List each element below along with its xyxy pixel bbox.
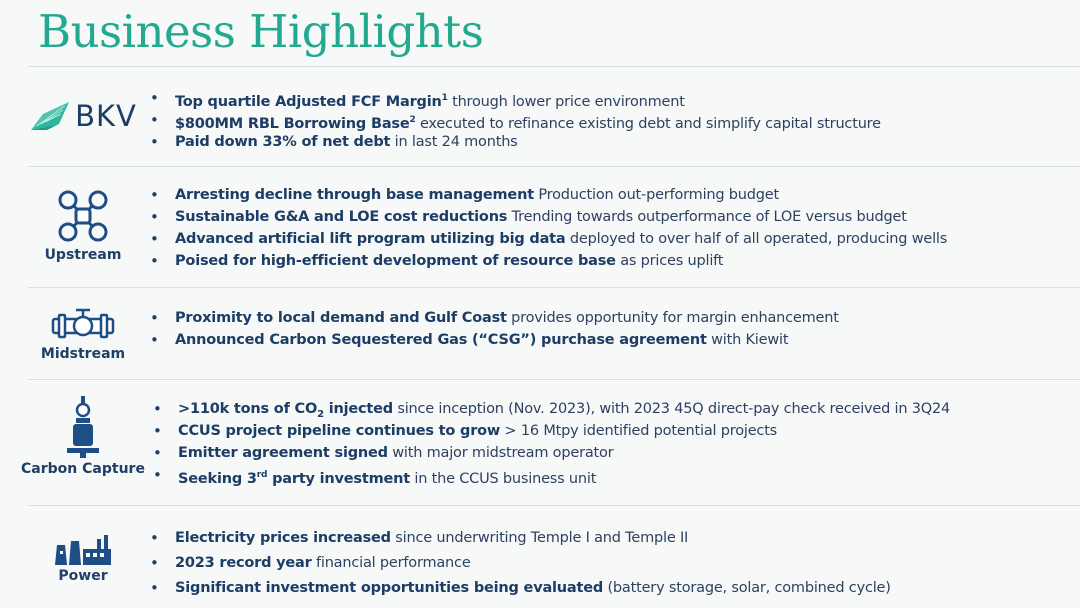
page-title: Business Highlights	[38, 5, 484, 58]
bkv-logo	[12, 99, 154, 133]
midstream-label: Midstream	[40, 346, 126, 362]
list-item: • Advanced artificial lift program utilizing big data deployed to over half of all operated, producing wells	[150, 228, 947, 250]
midstream-bullets	[150, 307, 839, 351]
divider	[28, 166, 1080, 167]
divider	[28, 505, 1080, 506]
list-item: • 2023 record year financial performance	[150, 552, 891, 577]
power-icon-group	[12, 535, 154, 584]
list-item: • Significant investment opportunities being evaluated (battery storage, solar, combined cycle)	[150, 577, 891, 602]
list-item: • Arresting decline through base management Production out-performing budget	[150, 184, 947, 206]
carbon-capture-label: Carbon Capture	[21, 461, 145, 477]
list-item: • Announced Carbon Sequestered Gas (“CSG”) purchase agreement with Kiewit	[150, 329, 839, 351]
upstream-label: Upstream	[44, 247, 122, 263]
divider	[28, 379, 1080, 380]
list-item: • Electricity prices increased since underwriting Temple I and Temple II	[150, 527, 891, 552]
bkv-bullets	[150, 87, 881, 153]
list-item: • Seeking 3rd party investment in the CCUS business unit	[153, 464, 950, 486]
list-item: • Top quartile Adjusted FCF Margin$^1$ through lower price environment	[150, 87, 881, 109]
bkv-leaf-logo	[29, 100, 71, 132]
list-item: • $800MM RBL Borrowing Base$^2$ executed to refinance existing debt and simplify capital structure	[150, 109, 881, 131]
list-item: • Poised for high-efficient development of resource base as prices uplift	[150, 250, 947, 272]
list-item: • Sustainable G&A and LOE cost reductions Trending towards outperformance of LOE versus budget	[150, 206, 947, 228]
list-item: • Proximity to local demand and Gulf Coast provides opportunity for margin enhancement	[150, 307, 839, 329]
list-item: • CCUS project pipeline continues to grow > 16 Mtpy identified potential projects	[153, 420, 950, 442]
list-item: • >110k tons of $CO_2$ injected since inception (Nov. 2023), with 2023 45Q direct-pay check received in 3Q24	[153, 398, 950, 420]
divider	[28, 66, 1080, 67]
pipeline-valve-icon	[51, 307, 115, 343]
power-label: Power	[58, 568, 108, 584]
power-bullets	[150, 527, 891, 602]
upstream-bullets	[150, 184, 947, 272]
carbon-capture-icon-group	[12, 396, 154, 477]
drone-icon	[56, 188, 110, 244]
list-item: • Emitter agreement signed with major midstream operator	[153, 442, 950, 464]
wellhead-injection-icon	[63, 396, 103, 458]
upstream-icon-group	[12, 188, 154, 263]
carbon-capture-bullets	[153, 398, 950, 486]
midstream-icon-group	[12, 307, 154, 362]
divider	[28, 287, 1080, 288]
list-item: • Paid down 33% of net debt in last 24 months	[150, 131, 881, 153]
power-plant-icon	[53, 535, 113, 565]
bkv-logo-text: BKV	[75, 99, 137, 133]
